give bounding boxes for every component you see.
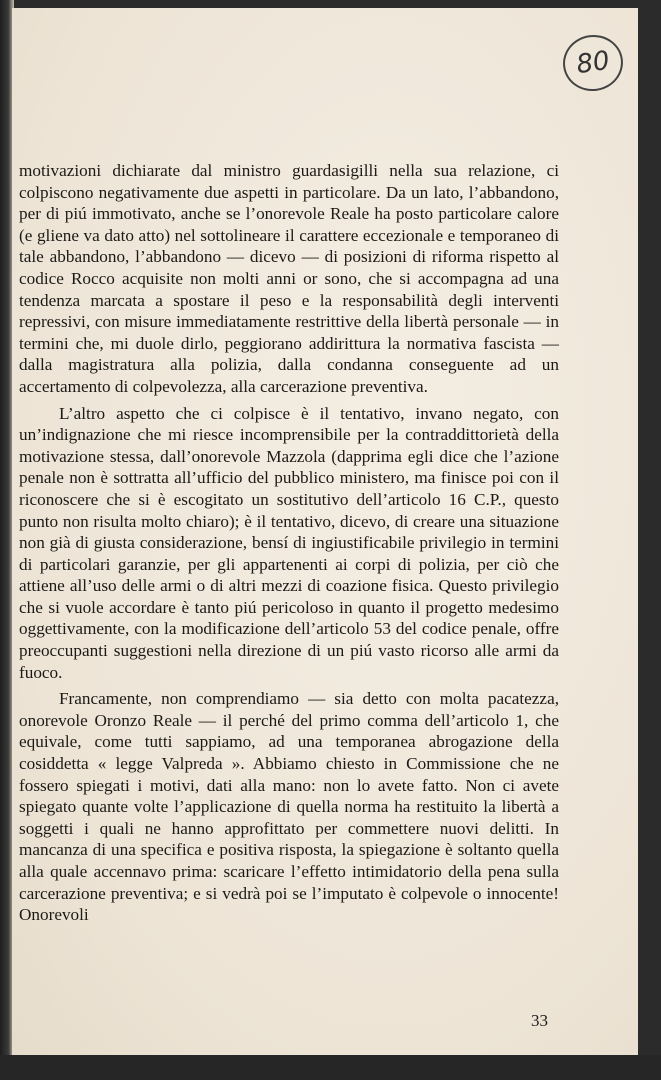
handwritten-page-stamp: 80 bbox=[559, 31, 626, 95]
paragraph-1: motivazioni dichiarate dal ministro guardasigilli nella sua relazione, ci colpiscono negativamente due aspetti in particolare. Da un lato, l’abbandono, per di piú immotivato, anche se l’onorevole Reale ha posto particolare calore (e gliene va dato atto) nel sottolineare il carattere eccezionale e temporaneo di tale abbandono, l’abbandono — dicevo — di posizioni di riforma rispetto al codice Rocco acquisite non molti anni or sono, che si accompagna ad una tendenza marcata a spostare il peso e la responsabilità degli interventi repressivi, con misure immediatamente restrittive della libertà personale — in termini che, mi duole dirlo, peggiorano addirittura la normativa fascista — dalla magistratura alla polizia, dalla condanna conseguente ad un accertamento di colpevolezza, alla carcerazione preventiva. bbox=[19, 161, 559, 396]
paragraph-2: L’altro aspetto che ci colpisce è il tentativo, invano negato, con un’indignazione che mi riesce incomprensibile per la contraddittorietà della motivazione stessa, dall’onorevole Mazzola (dapprima egli dice che l’azione penale non è sottratta all’ufficio del pubblico ministero, ma finisce poi con il riconoscere che si è escogitato un sostitutivo dell’articolo 16 C.P., questo punto non risulta molto chiaro); è il tentativo, dicevo, di creare una situazione non già di giusta considerazione, bensí di ingiustificabile privilegio in termini di particolari garanzie, per gli appartenenti ai corpi di polizia, per ciò che attiene all’uso delle armi o di altri mezzi di coazione fisica. Questo privilegio che si vuole accordare è tanto piú pericoloso in quanto il progetto medesimo oggettivamente, con la modificazione dell’articolo 53 del codice penale, offre preoccupanti suggestioni nella direzione di un piú vasto ricorso alle armi da fuoco. bbox=[19, 403, 559, 682]
scan-bottom-edge bbox=[0, 1055, 661, 1080]
paragraph-3: Francamente, non comprendiamo — sia detto con molta pacatezza, onorevole Oronzo Reale — il perché del primo comma dell’articolo 1, che equivale, come tutti sappiamo, ad una temporanea abrogazione della cosiddetta « legge Valpreda ». Abbiamo chiesto in Commissione che ne fossero spiegati i motivi, dati alla mano: non lo avete fatto. Non ci avete spiegato quante volte l’applicazione di quella norma ha restituito la libertà a soggetti i quali ne hanno approfittato per commettere nuovi delitti. In mancanza di una specifica e positiva risposta, la spiegazione è soltanto quella alla quale accennavo prima: scaricare l’effetto intimidatorio della pena sulla carcerazione preventiva; e si vedrà poi se l’imputato è colpevole o innocente! Onorevoli bbox=[19, 689, 559, 925]
page-number: 33 bbox=[531, 1011, 548, 1030]
body-text bbox=[19, 160, 559, 931]
